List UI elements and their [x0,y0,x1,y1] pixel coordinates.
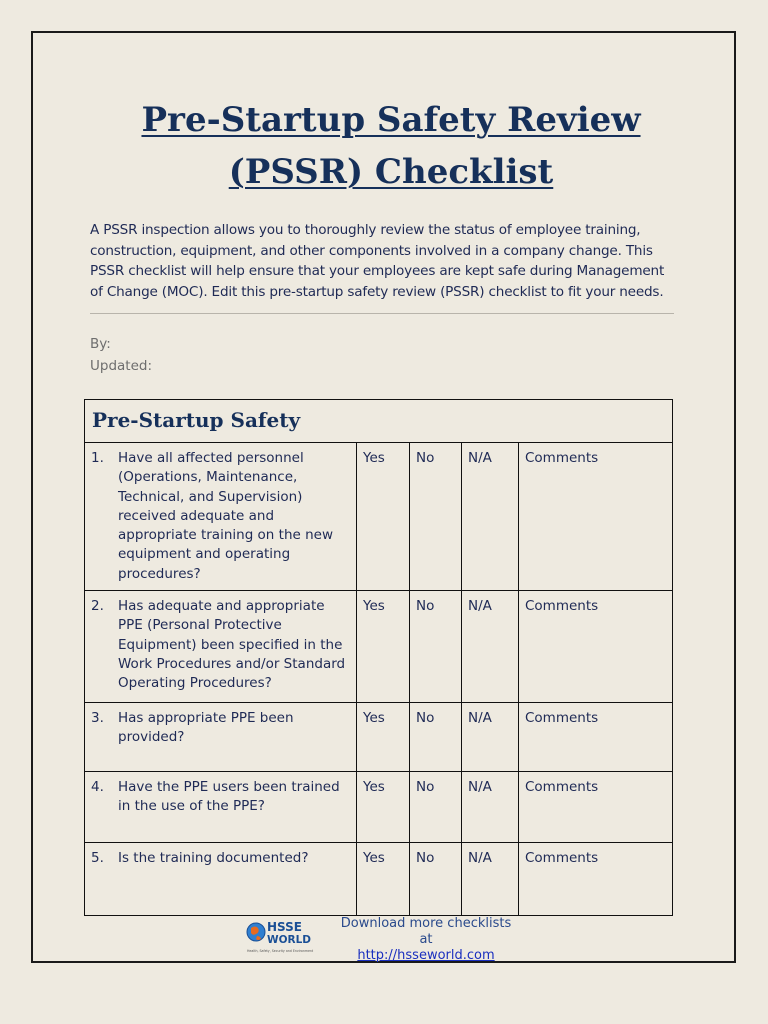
question-text: Has adequate and appropriate PPE (Personal Protective Equipment) been specified in the Work Procedures and/or Standard Operating Procedures? [118,598,346,692]
no-option[interactable]: No [410,843,462,916]
hsse-world-logo [243,916,321,956]
title-line-1: Pre-Startup Safety Review [141,100,641,140]
question-text: Have all affected personnel (Operations, Maintenance, Technical, and Supervision) received adequate and appropriate training on the new equipment and operating procedures? [118,450,334,582]
title-line-2: (PSSR) Checklist [228,152,554,192]
logo-tagline: Health, Safety, Security and Environment [247,949,314,953]
question-text: Have the PPE users been trained in the use of the PPE? [118,779,340,815]
download-text: Download more checklists at [340,916,512,947]
section-title: Pre-Startup Safety [85,400,673,443]
divider [90,313,674,314]
checklist-row [85,591,673,703]
question-text: Has appropriate PPE been provided? [118,710,294,746]
item-number: 5. [91,850,104,867]
no-option[interactable]: No [410,591,462,703]
comments-field[interactable]: Comments [519,443,673,591]
yes-option[interactable]: Yes [357,703,410,772]
question-text: Is the training documented? [118,850,309,867]
question-cell [85,591,357,703]
logo-text-top: HSSE [267,920,302,934]
yes-option[interactable]: Yes [357,772,410,843]
no-option[interactable]: No [410,443,462,591]
na-option[interactable]: N/A [462,703,519,772]
question-cell [85,443,357,591]
checklist-row [85,443,673,591]
updated-label: Updated: [90,358,153,374]
by-label: By: [90,336,111,352]
item-number: 4. [91,779,104,796]
no-option[interactable]: No [410,772,462,843]
yes-option[interactable]: Yes [357,443,410,591]
na-option[interactable]: N/A [462,843,519,916]
logo-text-bottom: WORLD [267,934,311,946]
checklist-row [85,703,673,772]
download-note [336,916,516,964]
item-number: 1. [91,450,104,466]
hsseworld-link[interactable]: http://hsseworld.com [357,948,495,963]
item-number: 2. [91,598,104,615]
intro-paragraph: A PSSR inspection allows you to thoroughly review the status of employee training, construction, equipment, and other components involved in a company change. This PSSR checklist will help ensure that your employees are kept safe during Management of Change (MOC). Edit this pre-startup safety review (PSSR) checklist to fit your needs. [90,222,665,300]
question-cell [85,703,357,772]
item-number: 3. [91,710,104,727]
comments-field[interactable]: Comments [519,772,673,843]
comments-field[interactable]: Comments [519,843,673,916]
na-option[interactable]: N/A [462,772,519,843]
checklist-row [85,772,673,843]
checklist-row [85,843,673,916]
yes-option[interactable]: Yes [357,591,410,703]
na-option[interactable]: N/A [462,591,519,703]
yes-option[interactable]: Yes [357,843,410,916]
question-cell [85,772,357,843]
na-option[interactable]: N/A [462,443,519,591]
comments-field[interactable]: Comments [519,703,673,772]
comments-field[interactable]: Comments [519,591,673,703]
no-option[interactable]: No [410,703,462,772]
document-title [0,94,768,198]
question-cell [85,843,357,916]
checklist-table [84,399,673,916]
